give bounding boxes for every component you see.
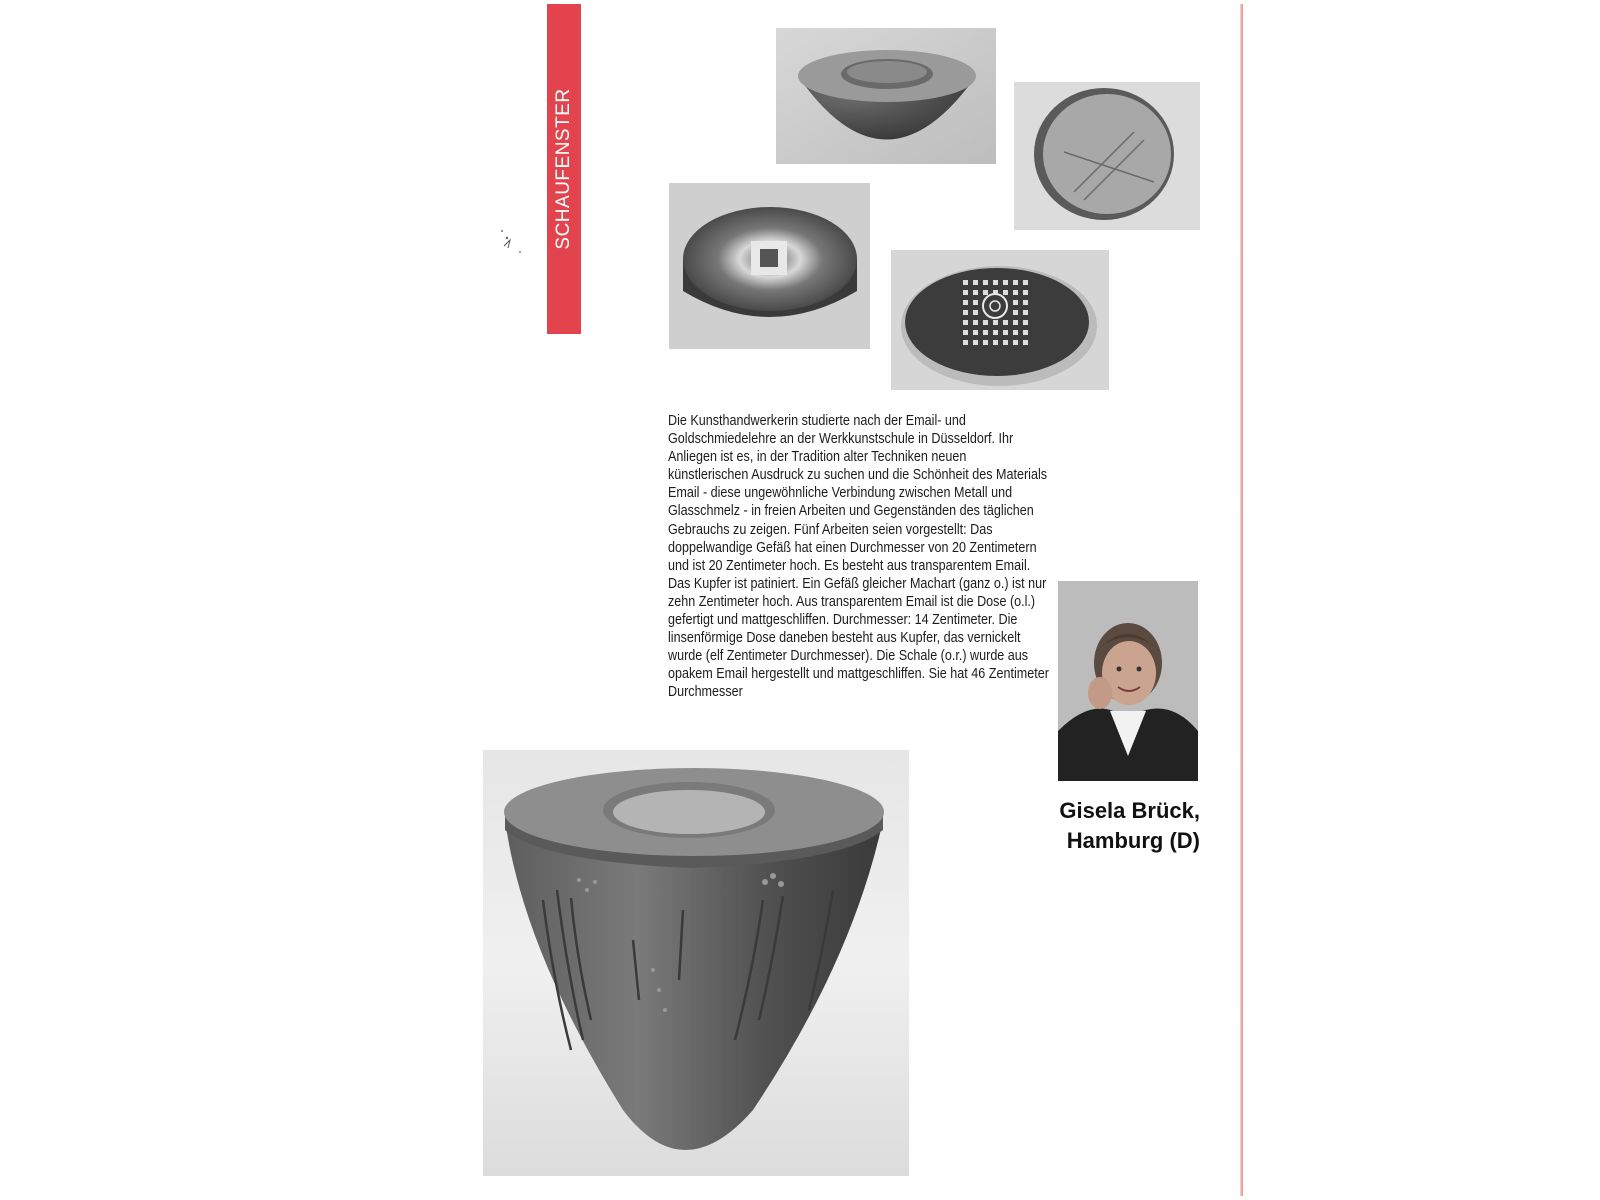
photo-small-vessel xyxy=(776,28,996,164)
scan-speck xyxy=(498,228,524,256)
artist-caption xyxy=(1040,796,1200,856)
section-label: SCHAUFENSTER xyxy=(553,88,574,250)
photo-lens-box xyxy=(891,250,1109,390)
photo-shallow-bowl xyxy=(1014,82,1200,230)
artist-location: Hamburg (D) xyxy=(1066,828,1200,853)
artist-name: Gisela Brück, xyxy=(1059,798,1200,823)
photo-matte-box xyxy=(669,183,870,349)
photo-large-vessel xyxy=(483,750,909,1176)
photo-portrait xyxy=(1058,581,1198,781)
section-tab xyxy=(547,4,581,334)
page-edge xyxy=(1240,4,1243,1196)
article-body: Die Kunsthandwerkerin studierte nach der Email- und Goldschmiedelehre an der Werkkunstschule in Düsseldorf. Ihr Anliegen ist es, in der Tradition alter Techniken neuen künstlerischen Ausdruck zu suchen und die Schönheit des Materials Email - diese ungewöhnliche Verbindung zwischen Metall und Glasschmelz - in freien Arbeiten und Gegenständen des täglichen Gebrauchs zu zeigen. Fünf Arbeiten seien vorgestellt: Das doppelwandige Gefäß hat einen Durchmesser von 20 Zentimetern und ist 20 Zentimeter hoch. Es besteht aus transparentem Email. Das Kupfer ist patiniert. Ein Gefäß gleicher Machart (ganz o.) ist nur zehn Zentimeter hoch. Aus transparentem Email ist die Dose (o.l.) gefertigt und mattgeschliffen. Durchmesser: 14 Zentimeter. Die linsenförmige Dose daneben besteht aus Kupfer, das vernickelt wurde (elf Zentimeter Durchmesser). Die Schale (o.r.) wurde aus opakem Email hergestellt und mattgeschliffen. Sie hat 46 Zentimeter Durchmesser xyxy=(668,413,1049,701)
